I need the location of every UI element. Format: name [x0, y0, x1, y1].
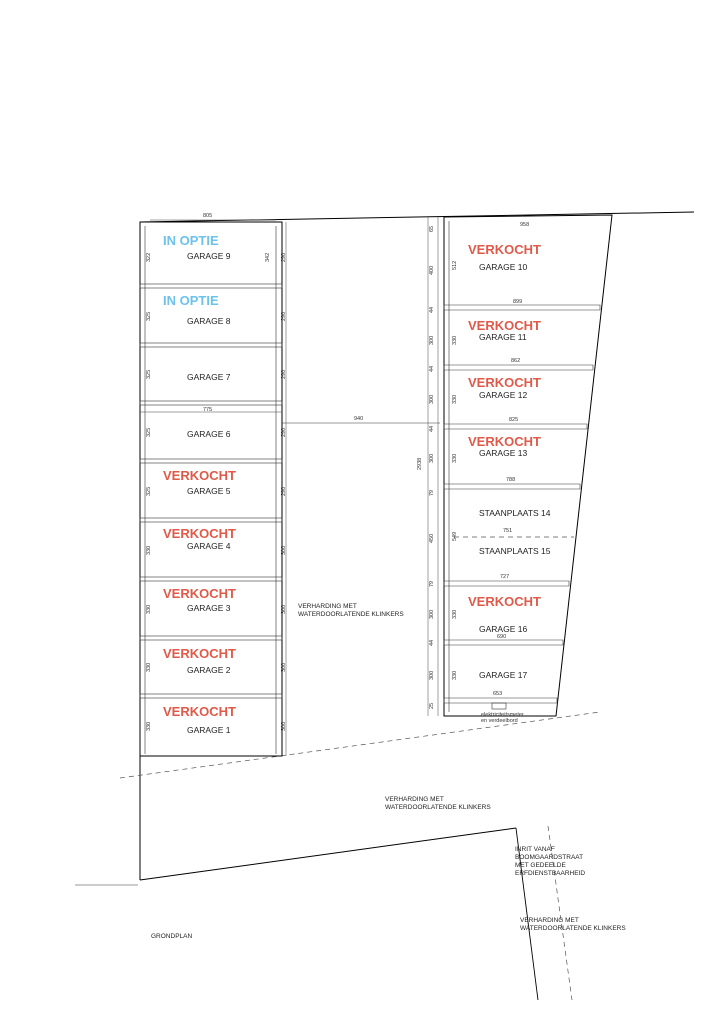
- dim-rail-g7: 290: [281, 369, 287, 379]
- parking-label-15: STAANPLAATS 15: [479, 546, 551, 556]
- dim-r-300a: 300: [429, 335, 435, 345]
- garage-label-12: GARAGE 12: [479, 390, 528, 400]
- dim-w16: 727: [500, 574, 510, 580]
- dim-r-44c: 44: [429, 425, 435, 432]
- dim-left-row-width: 775: [203, 407, 213, 413]
- dim-g7-depth: 325: [146, 369, 152, 379]
- dim-rail-g9: 290: [281, 252, 287, 262]
- dim-w12: 862: [511, 358, 521, 364]
- dim-r-330e: 330: [452, 670, 458, 680]
- status-label-garage-3: VERKOCHT: [163, 586, 236, 601]
- dim-r-450: 450: [429, 533, 435, 543]
- dim-r-44d: 44: [429, 639, 435, 646]
- dim-w17: 690: [497, 634, 507, 640]
- dim-r-330a: 330: [452, 335, 458, 345]
- status-label-garage-16: VERKOCHT: [468, 594, 541, 609]
- right-partitions: [444, 305, 600, 703]
- dim-rail-g3: 300: [281, 604, 287, 614]
- dim-r-79a: 79: [429, 489, 435, 496]
- garage-label-10: GARAGE 10: [479, 262, 528, 272]
- paving-note-1-line-1: VERHARDING MET: [298, 603, 357, 610]
- dim-rail-g5: 290: [281, 486, 287, 496]
- status-label-garage-1: VERKOCHT: [163, 704, 236, 719]
- paving-note-1-line-2: WATERDOORLATENDE KLINKERS: [298, 611, 404, 618]
- garage-label-6: GARAGE 6: [187, 429, 231, 439]
- dim-w18: 653: [493, 691, 503, 697]
- meter-cabinet: [492, 703, 506, 709]
- status-label-garage-5: VERKOCHT: [163, 468, 236, 483]
- garage-label-3: GARAGE 3: [187, 603, 231, 613]
- dim-g8-depth: 325: [146, 311, 152, 321]
- dim-r-25: 25: [429, 702, 435, 709]
- dim-r-300d: 300: [429, 609, 435, 619]
- paving-note-3-line-1: VERHARDING MET: [520, 917, 579, 924]
- parking-label-14: STAANPLAATS 14: [479, 508, 551, 518]
- dim-w13: 825: [509, 417, 519, 423]
- status-label-garage-2: VERKOCHT: [163, 646, 236, 661]
- dim-g1-depth: 330: [146, 721, 152, 731]
- plan-title: GRONDPLAN: [151, 933, 193, 940]
- dim-gap-width: 940: [354, 416, 364, 422]
- dim-r-330b: 330: [452, 394, 458, 404]
- garage-label-16: GARAGE 16: [479, 624, 528, 634]
- garage-label-17: GARAGE 17: [479, 670, 528, 680]
- dashed-line-south: [120, 712, 600, 778]
- entrance-note-line-3: MET GEDEELDE: [515, 862, 566, 869]
- entrance-note-line-1: INRIT VANAF: [515, 846, 555, 853]
- dim-rail-g2: 300: [281, 662, 287, 672]
- garage-label-5: GARAGE 5: [187, 486, 231, 496]
- dim-r-300b: 300: [429, 394, 435, 404]
- dim-r-300e: 300: [429, 670, 435, 680]
- paving-note-2-line-1: VERHARDING MET: [385, 796, 444, 803]
- dim-w15: 751: [503, 528, 513, 534]
- dim-g3-depth: 330: [146, 604, 152, 614]
- status-label-garage-8: IN OPTIE: [163, 293, 219, 308]
- garage-label-4: GARAGE 4: [187, 541, 231, 551]
- dim-g2-depth: 330: [146, 662, 152, 672]
- dim-r-330c: 330: [452, 453, 458, 463]
- dim-g5-depth: 325: [146, 486, 152, 496]
- dim-r-79b: 79: [429, 580, 435, 587]
- status-label-garage-13: VERKOCHT: [468, 434, 541, 449]
- status-label-garage-10: VERKOCHT: [468, 242, 541, 257]
- status-label-garage-4: VERKOCHT: [163, 526, 236, 541]
- garage-label-11: GARAGE 11: [479, 332, 527, 342]
- dim-w14: 788: [506, 477, 516, 483]
- dim-rail-g8: 290: [281, 311, 287, 321]
- garage-label-1: GARAGE 1: [187, 725, 231, 735]
- dim-rail-g6: 290: [281, 427, 287, 437]
- garage-label-13: GARAGE 13: [479, 448, 528, 458]
- dim-g9-depth: 322: [146, 252, 152, 262]
- right-garage-labels: [468, 242, 551, 680]
- garage-label-7: GARAGE 7: [187, 372, 231, 382]
- dim-r-65: 65: [429, 225, 435, 232]
- dim-r-549: 549: [452, 531, 458, 541]
- dim-g6-depth: 325: [146, 427, 152, 437]
- dim-r-300c: 300: [429, 453, 435, 463]
- left-garage-labels: [163, 233, 236, 735]
- status-label-garage-9: IN OPTIE: [163, 233, 219, 248]
- dim-w11: 899: [513, 299, 523, 305]
- status-label-garage-12: VERKOCHT: [468, 375, 541, 390]
- garage-label-8: GARAGE 8: [187, 316, 231, 326]
- paving-note-2-line-2: WATERDOORLATENDE KLINKERS: [385, 804, 491, 811]
- meter-note-line-1: elektriciteitsmeter: [481, 712, 524, 718]
- dim-r-44b: 44: [429, 365, 435, 372]
- meter-note-line-2: en verdeelbord: [481, 718, 518, 724]
- dim-r-44a: 44: [429, 306, 435, 313]
- entrance-note-line-2: BOOMGAARDSTRAAT: [515, 854, 584, 861]
- garage-label-2: GARAGE 2: [187, 665, 231, 675]
- dim-r-total: 2938: [417, 457, 423, 470]
- dim-r-400: 400: [429, 265, 435, 275]
- site-outline: [75, 212, 694, 1000]
- dim-g4-depth: 330: [146, 545, 152, 555]
- dim-rail-g4: 300: [281, 545, 287, 555]
- right-block-outline: [444, 215, 612, 716]
- south-boundary-line: [140, 828, 516, 880]
- dim-r-330d: 330: [452, 609, 458, 619]
- paving-note-3-line-2: WATERDOORLATENDE KLINKERS: [520, 925, 626, 932]
- dim-left-width: 805: [203, 213, 213, 219]
- dim-g9-depth-right: 342: [265, 252, 271, 262]
- status-label-garage-11: VERKOCHT: [468, 318, 541, 333]
- dim-rail-g1: 300: [281, 721, 287, 731]
- dim-w10: 958: [520, 222, 530, 228]
- dim-r-512: 512: [452, 260, 458, 270]
- right-garage-block: [428, 215, 612, 716]
- entrance-note-line-4: ERFDIENSTBAARHEID: [515, 870, 586, 877]
- garage-label-9: GARAGE 9: [187, 251, 231, 261]
